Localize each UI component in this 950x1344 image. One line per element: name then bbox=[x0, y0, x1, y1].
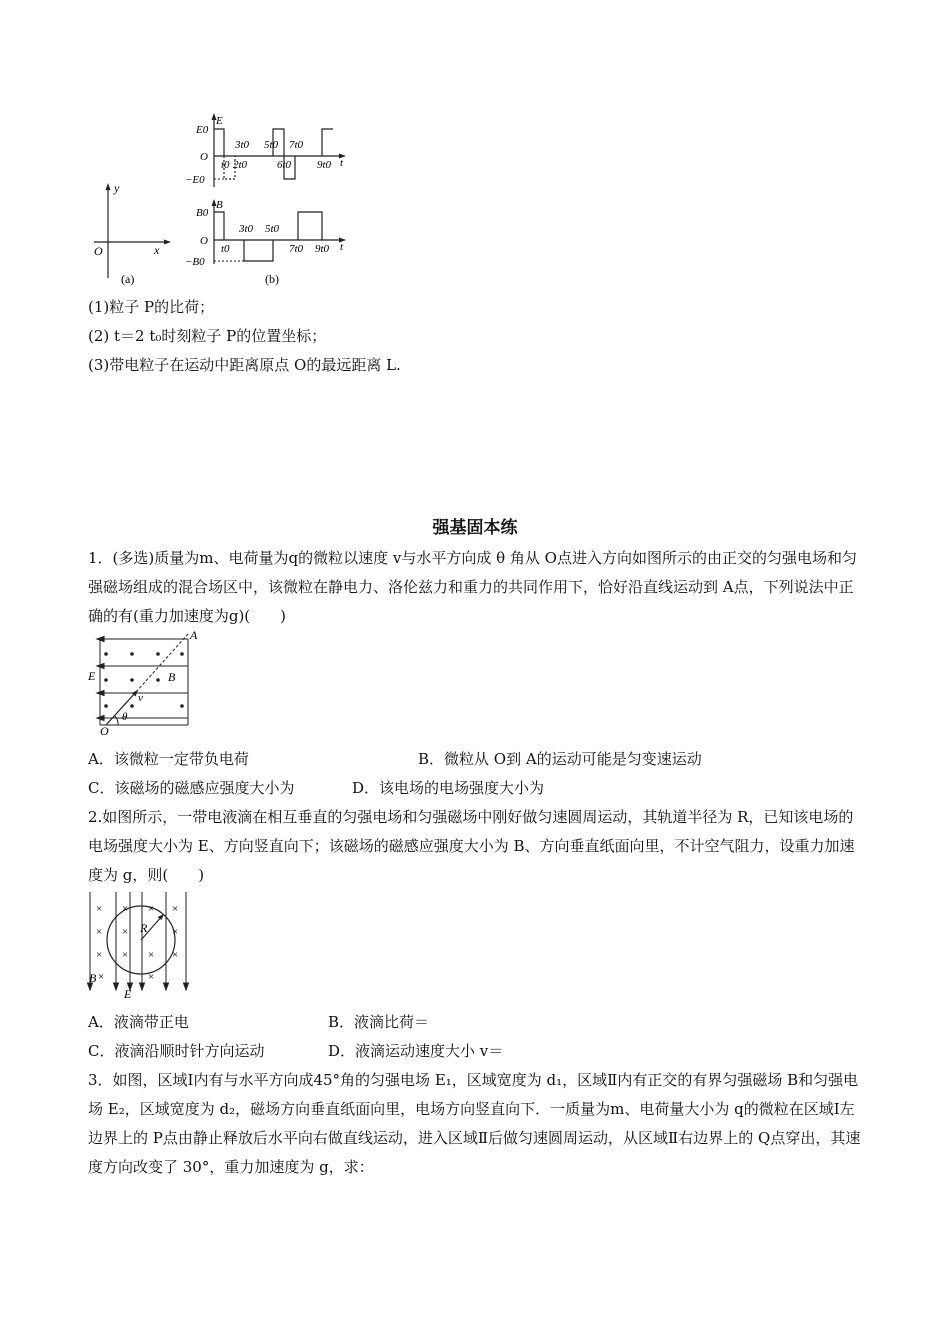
question-part-2: (2) t＝2 t₀时刻粒子 P的位置坐标； bbox=[88, 327, 327, 345]
e-tick-5t0: 5t0 bbox=[264, 139, 279, 151]
fig-a-y-label: y bbox=[114, 181, 120, 195]
figure-a bbox=[88, 180, 178, 290]
cross-icon: × bbox=[148, 903, 155, 915]
e-plot-t: t bbox=[340, 157, 344, 169]
figure-b bbox=[185, 112, 360, 290]
q2-option-c: C．液滴沿顺时针方向运动 bbox=[88, 1042, 265, 1060]
e-tick-3t0: 3t0 bbox=[235, 139, 250, 151]
cross-icon: × bbox=[172, 949, 179, 961]
b-tick-3t0: 3t0 bbox=[239, 223, 254, 235]
q2-option-d: D．液滴运动速度大小 v＝ bbox=[328, 1042, 504, 1060]
cross-icon: × bbox=[96, 926, 103, 938]
b-plot-t: t bbox=[340, 241, 344, 253]
q1-fig-B: B bbox=[168, 670, 176, 684]
e-tick-6t0: 6t0 bbox=[277, 159, 292, 171]
e-tick-2t0: 2t0 bbox=[233, 159, 248, 171]
e-plot-E0: E0 bbox=[196, 124, 209, 136]
cross-icon: × bbox=[148, 971, 155, 983]
cross-icon: × bbox=[122, 926, 129, 938]
b-tick-7t0: 7t0 bbox=[289, 243, 304, 255]
q1-fig-v: v bbox=[138, 692, 143, 704]
q1-option-a: A．该微粒一定带负电荷 bbox=[88, 750, 249, 768]
fig-b-caption: (b) bbox=[265, 272, 279, 286]
q2-option-a: A．液滴带正电 bbox=[88, 1013, 189, 1031]
e-plot-minus-E0: −E0 bbox=[185, 174, 205, 186]
q1-fig-O: O bbox=[100, 724, 109, 736]
q2-option-b: B．液滴比荷＝ bbox=[328, 1013, 430, 1031]
b-plot-O: O bbox=[200, 235, 208, 247]
q1-stem: 1．(多选)质量为m、电荷量为q的微粒以速度 v与水平方向成 θ 角从 O点进入方向如图所示的由正交的匀强电场和匀强磁场组成的混合场区中，该微粒在静电力、洛伦兹力和重力的共同作用下，恰好沿直线运动到 A点，下列说法中正确的有(重力加速度为g)( ) bbox=[88, 549, 857, 625]
q1-option-c: C．该磁场的磁感应强度大小为 bbox=[88, 779, 295, 797]
section-title: 强基固本练 bbox=[432, 518, 518, 538]
cross-icon: × bbox=[122, 949, 129, 961]
b-tick-5t0: 5t0 bbox=[265, 223, 280, 235]
b-plot-B: B bbox=[216, 199, 223, 211]
cross-icon: × bbox=[172, 926, 179, 938]
e-tick-t0: t0 bbox=[221, 159, 230, 171]
q3-stem: 3．如图，区域Ⅰ内有与水平方向成45°角的匀强电场 E₁，区域宽度为 d₁，区域Ⅱ内有正交的有界匀强磁场 B和匀强电场 E₂，区域宽度为 d₂，磁场方向垂直纸面向里，电场方向竖直向下．一质量为m、电荷量大小为 q的微粒在区域Ⅰ左边界上的 P点由静止释放后水平向右做直线运动，进入区域Ⅱ后做匀速圆周运动，从区域Ⅱ右边界上的 Q点穿出，其速度方向改变了 30°，重力加速度为 g，求： bbox=[88, 1071, 861, 1176]
cross-icon: × bbox=[96, 903, 103, 915]
e-plot-E: E bbox=[216, 115, 223, 127]
cross-icon: × bbox=[148, 949, 155, 961]
cross-icon: × bbox=[98, 971, 105, 983]
cross-icon: × bbox=[172, 903, 179, 915]
b-tick-t0: t0 bbox=[221, 243, 230, 255]
fig-a-x-label: x bbox=[154, 243, 160, 257]
q1-fig-A: A bbox=[190, 628, 198, 642]
fig-a-origin: O bbox=[94, 244, 103, 258]
b-plot-B0: B0 bbox=[196, 207, 209, 219]
q2-fig-B: B bbox=[89, 971, 97, 985]
q1-option-b: B．微粒从 O到 A的运动可能是匀变速运动 bbox=[418, 750, 702, 768]
q2-fig-R: R bbox=[140, 921, 148, 935]
q2-fig-E: E bbox=[124, 987, 132, 1000]
e-tick-7t0: 7t0 bbox=[289, 139, 304, 151]
question-part-1: (1)粒子 P的比荷； bbox=[88, 298, 215, 316]
cross-icon: × bbox=[122, 903, 129, 915]
q1-figure bbox=[88, 628, 203, 736]
b-plot-minus-B0: −B0 bbox=[185, 256, 205, 268]
q1-fig-E: E bbox=[88, 669, 96, 683]
q1-option-d: D．该电场的电场强度大小为 bbox=[352, 779, 545, 797]
b-tick-9t0: 9t0 bbox=[315, 243, 330, 255]
e-tick-9t0: 9t0 bbox=[317, 159, 332, 171]
e-plot-O: O bbox=[200, 151, 208, 163]
cross-icon: × bbox=[96, 949, 103, 961]
q2-stem: 2.如图所示，一带电液滴在相互垂直的匀强电场和匀强磁场中刚好做匀速圆周运动，其轨道半径为 R，已知该电场的电场强度大小为 E、方向竖直向下；该磁场的磁感应强度大小为 B、方向垂直纸面向里，不计空气阻力，设重力加速度为 g，则( ) bbox=[88, 808, 855, 884]
q2-figure bbox=[86, 890, 191, 1000]
question-part-3: (3)带电粒子在运动中距离原点 O的最远距离 L. bbox=[88, 356, 401, 374]
fig-a-caption: (a) bbox=[121, 272, 135, 286]
q1-fig-theta: θ bbox=[122, 711, 128, 723]
